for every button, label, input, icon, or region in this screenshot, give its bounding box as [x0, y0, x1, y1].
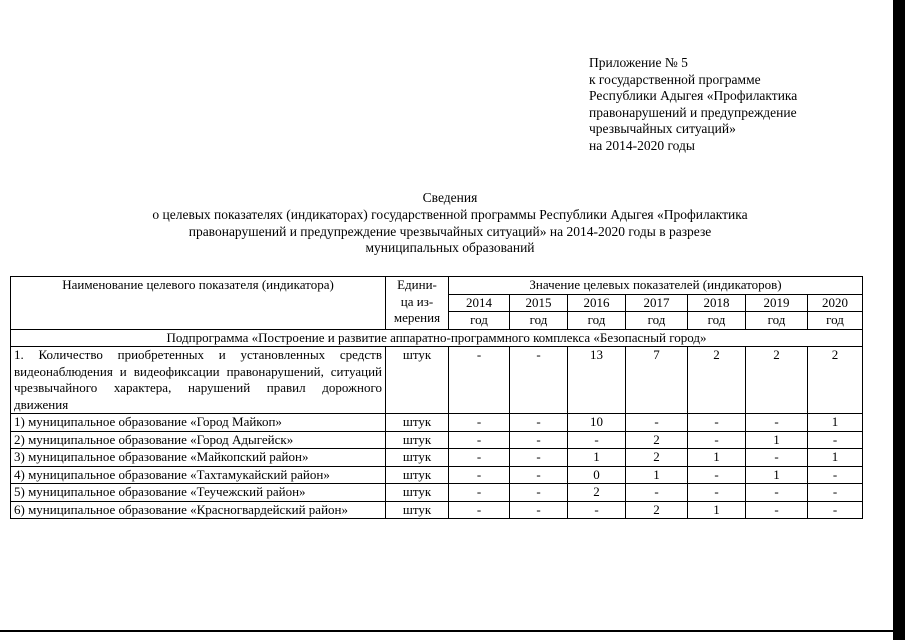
header-unit-line: Едини-	[397, 277, 437, 292]
indicator-value: -	[449, 501, 510, 519]
indicator-value: -	[568, 501, 626, 519]
indicator-value: 0	[568, 466, 626, 484]
header-name: Наименование целевого показателя (индикатора)	[62, 277, 334, 292]
indicator-value: -	[746, 414, 808, 432]
indicator-value: 1	[626, 466, 688, 484]
title-line: о целевых показателях (индикаторах) государственной программы Республики Адыгея «Профилактика	[152, 206, 748, 222]
header-year-suffix: год	[449, 312, 510, 330]
appendix-line: к государственной программе	[589, 71, 761, 87]
indicator-value: 2	[808, 347, 863, 414]
header-row-top	[11, 277, 863, 295]
appendix-line: Республики Адыгея «Профилактика	[589, 88, 798, 104]
subprogram-title: Подпрограмма «Построение и развитие аппаратно-программного комплекса «Безопасный город»	[11, 329, 863, 347]
indicators-table	[10, 276, 863, 519]
indicator-value: 1	[746, 431, 808, 449]
indicator-value: 2	[626, 431, 688, 449]
indicator-value: 2	[688, 347, 746, 414]
header-year: 2020	[808, 294, 863, 312]
table-row	[11, 414, 863, 432]
title-line: правонарушений и предупреждение чрезвычайных ситуаций» на 2014-2020 годы в разрезе	[188, 223, 712, 239]
table-row	[11, 484, 863, 502]
header-year: 2018	[688, 294, 746, 312]
header-year-suffix: год	[746, 312, 808, 330]
indicator-value: 10	[568, 414, 626, 432]
indicator-value: 2	[568, 484, 626, 502]
indicator-unit: штук	[386, 484, 449, 502]
indicator-value: -	[746, 484, 808, 502]
appendix-line: на 2014-2020 годы	[589, 137, 695, 153]
header-year: 2015	[510, 294, 568, 312]
indicator-value: 7	[626, 347, 688, 414]
indicator-unit: штук	[386, 449, 449, 467]
indicator-value: -	[688, 466, 746, 484]
indicator-value: 1	[746, 466, 808, 484]
indicator-value: -	[510, 431, 568, 449]
indicator-value: 1	[688, 449, 746, 467]
header-year-suffix: год	[808, 312, 863, 330]
indicator-value: -	[510, 414, 568, 432]
indicator-value: -	[688, 484, 746, 502]
header-year-suffix: год	[510, 312, 568, 330]
indicator-value: -	[688, 431, 746, 449]
indicator-value: -	[449, 449, 510, 467]
header-year-suffix: год	[626, 312, 688, 330]
indicator-name: 5) муниципальное образование «Теучежский район»	[11, 484, 386, 502]
title-line: Сведения	[422, 190, 478, 205]
table-row	[11, 431, 863, 449]
indicator-value: -	[808, 466, 863, 484]
indicator-name: 2) муниципальное образование «Город Адыгейск»	[11, 431, 386, 449]
table-row	[11, 347, 863, 414]
title-line: муниципальных образований	[365, 240, 535, 256]
indicator-value: -	[449, 414, 510, 432]
indicator-value: 2	[746, 347, 808, 414]
indicator-value: -	[568, 431, 626, 449]
indicator-unit: штук	[386, 431, 449, 449]
header-year-suffix: год	[688, 312, 746, 330]
indicator-value: -	[449, 431, 510, 449]
indicator-value: -	[510, 484, 568, 502]
header-year: 2014	[449, 294, 510, 312]
header-values-title: Значение целевых показателей (индикаторов)	[449, 277, 863, 295]
indicator-value: -	[510, 449, 568, 467]
indicator-value: -	[510, 347, 568, 414]
indicator-unit: штук	[386, 414, 449, 432]
indicator-value: -	[688, 414, 746, 432]
scan-edge-right	[893, 0, 905, 640]
header-name-cell	[11, 277, 386, 330]
indicator-value: 2	[626, 449, 688, 467]
document-title	[60, 190, 840, 257]
table-row	[11, 501, 863, 519]
subprogram-row	[11, 329, 863, 347]
header-year-suffix: год	[568, 312, 626, 330]
indicator-name: 4) муниципальное образование «Тахтамукайский район»	[11, 466, 386, 484]
indicator-value: -	[808, 501, 863, 519]
indicator-value: -	[746, 501, 808, 519]
indicator-value: -	[626, 414, 688, 432]
indicator-value: 1	[688, 501, 746, 519]
indicator-unit: штук	[386, 347, 449, 414]
indicator-name: 3) муниципальное образование «Майкопский район»	[11, 449, 386, 467]
appendix-header	[589, 55, 839, 155]
header-unit-cell	[386, 277, 449, 330]
indicator-value: 1	[808, 414, 863, 432]
indicator-value: -	[510, 466, 568, 484]
indicator-value: 2	[626, 501, 688, 519]
indicator-unit: штук	[386, 466, 449, 484]
indicator-value: -	[449, 466, 510, 484]
indicator-value: 1	[568, 449, 626, 467]
indicator-value: -	[808, 431, 863, 449]
indicator-value: 13	[568, 347, 626, 414]
indicator-name: 6) муниципальное образование «Красногвардейский район»	[11, 501, 386, 519]
header-year: 2017	[626, 294, 688, 312]
table-row	[11, 466, 863, 484]
appendix-line: правонарушений и предупреждение	[589, 104, 797, 120]
indicator-value: -	[510, 501, 568, 519]
header-year: 2016	[568, 294, 626, 312]
indicator-value: 1	[808, 449, 863, 467]
header-unit-line: мерения	[393, 310, 441, 325]
indicator-unit: штук	[386, 501, 449, 519]
indicator-value: -	[449, 347, 510, 414]
indicator-value: -	[746, 449, 808, 467]
indicator-name: 1. Количество приобретенных и установленных средств видеонаблюдения и видеофиксации правонарушений, ситуаций чрезвычайного характера, нарушений правил дорожного движения	[11, 347, 386, 414]
table-row	[11, 449, 863, 467]
header-year: 2019	[746, 294, 808, 312]
scan-edge-bottom	[0, 630, 893, 632]
indicator-value: -	[626, 484, 688, 502]
header-unit-line: ца из-	[400, 293, 434, 309]
appendix-line: чрезвычайных ситуаций»	[589, 121, 736, 137]
indicator-name: 1) муниципальное образование «Город Майкоп»	[11, 414, 386, 432]
appendix-line: Приложение № 5	[589, 55, 688, 70]
indicator-value: -	[808, 484, 863, 502]
indicator-value: -	[449, 484, 510, 502]
